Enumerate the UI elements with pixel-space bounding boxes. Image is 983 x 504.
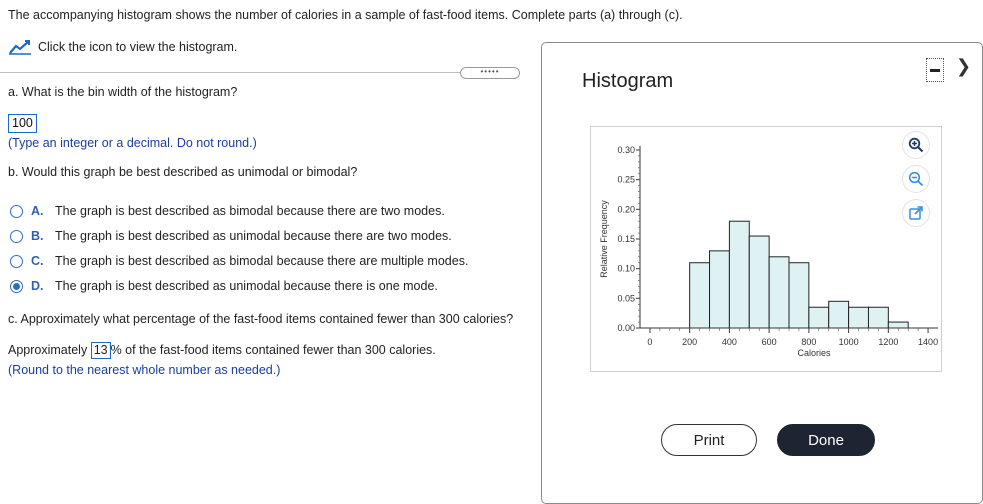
option-a[interactable] [10,204,445,218]
histogram-bar [829,301,849,328]
x-tick-label: 0 [647,337,653,347]
zoom-out-button[interactable] [903,166,929,192]
chart-line-icon[interactable] [8,38,32,56]
answer-suffix: % of the fast-food items contained fewer than 300 calories. [110,343,436,357]
histogram-bar [690,263,710,328]
histogram-bar [749,236,769,328]
histogram-bar [769,257,789,328]
pop-out-button[interactable] [903,200,929,226]
intro-text: The accompanying histogram shows the number of calories in a sample of fast-food items. Complete parts (a) through (c). [8,8,683,22]
option-d-text: The graph is best described as unimodal because there is one mode. [55,279,438,293]
y-tick-label: 0.15 [617,234,635,244]
radio-d[interactable] [10,280,23,293]
x-tick-label: 800 [801,337,817,347]
resize-grip[interactable]: ••••• [460,67,520,79]
option-b-text: The graph is best described as unimodal because there are two modes. [55,229,452,243]
x-tick-label: 1400 [918,337,939,347]
zoom-in-icon [908,137,924,153]
y-tick-label: 0.30 [617,145,635,155]
histogram-bar [710,251,730,328]
y-tick-label: 0.25 [617,174,635,185]
option-a-text: The graph is best described as bimodal because there are two modes. [55,204,445,218]
histogram-bar [729,221,749,328]
y-tick-label: 0.10 [617,263,635,274]
x-tick-label: 400 [721,337,737,347]
histogram-bar [809,307,829,328]
panel-title: Histogram [582,70,674,92]
option-d[interactable] [10,279,438,293]
y-tick-label: 0.05 [617,293,635,304]
option-c-letter: C. [31,254,44,268]
x-tick-label: 200 [682,337,698,347]
x-tick-label: 600 [761,337,777,347]
y-tick-label: 0.00 [617,323,635,333]
option-b[interactable] [10,229,452,243]
print-button[interactable]: Print [661,424,757,456]
percentage-answer-input[interactable]: 13 [91,342,111,359]
histogram-bar [849,307,869,328]
radio-c[interactable] [10,255,23,268]
part-c-answer-line [8,342,436,359]
option-c[interactable] [10,254,468,268]
option-a-letter: A. [31,204,44,218]
x-tick-label: 1000 [838,337,859,347]
x-tick-label: 1200 [878,337,899,347]
minimize-button[interactable] [926,58,944,82]
bin-width-answer-input[interactable]: 100 [8,114,37,133]
part-a-question: a. What is the bin width of the histogram? [8,85,238,99]
option-b-letter: B. [31,229,44,243]
histogram-bar [789,263,809,328]
view-histogram-label[interactable]: Click the icon to view the histogram. [38,40,238,54]
y-axis-label: Relative Frequency [599,200,609,278]
chevron-right-icon[interactable]: ❯ [956,56,972,76]
histogram-chart [590,126,940,370]
histogram-bar [868,307,888,328]
x-axis-label: Calories [797,348,831,358]
option-c-text: The graph is best described as bimodal because there are multiple modes. [55,254,469,268]
part-c-question: c. Approximately what percentage of the fast-food items contained fewer than 300 calories? [8,312,514,326]
part-c-hint: (Round to the nearest whole number as needed.) [8,363,281,377]
part-a-hint: (Type an integer or a decimal. Do not round.) [8,136,257,150]
done-button[interactable]: Done [777,424,875,456]
section-divider [0,72,520,73]
radio-b[interactable] [10,230,23,243]
option-d-letter: D. [31,279,44,293]
y-tick-label: 0.20 [617,204,635,215]
answer-prefix: Approximately [8,343,88,357]
pop-out-icon [908,205,924,221]
part-b-question: b. Would this graph be best described as unimodal or bimodal? [8,165,358,179]
radio-a[interactable] [10,205,23,218]
zoom-out-icon [908,171,924,187]
histogram-bar [888,322,908,328]
view-histogram-link[interactable] [8,38,237,56]
zoom-in-button[interactable] [903,132,929,158]
